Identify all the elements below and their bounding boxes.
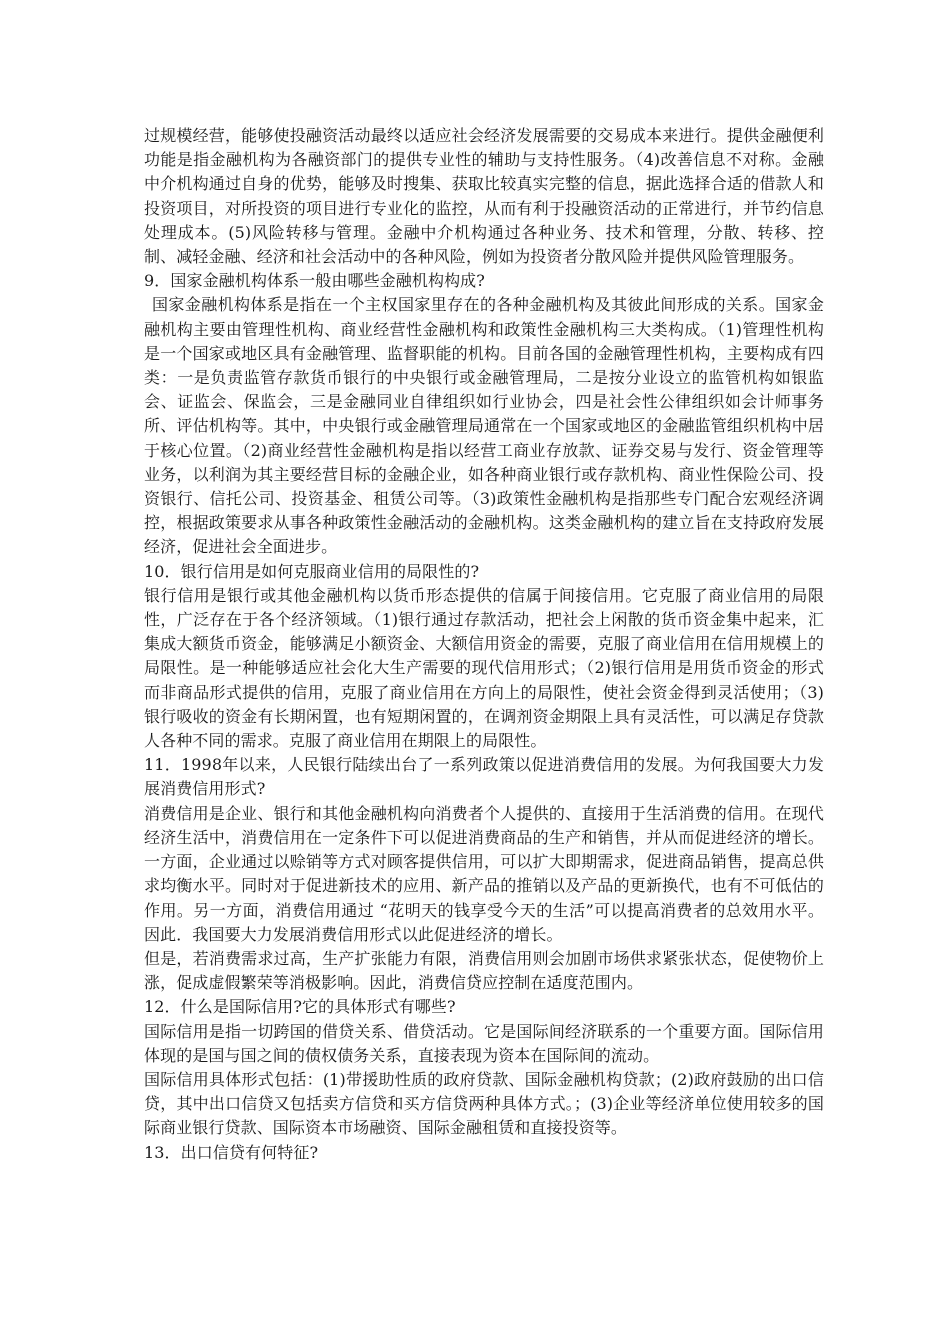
answer-10: 银行信用是银行或其他金融机构以货币形态提供的信属于间接信用。它克服了商业信用的局限性，广泛存在于各个经济领域。（1)银行通过存款活动，把社会上闲散的货币资金集中起来，汇集成大额货币资金，能够满足小额资金、大额信用资金的需要，克服了商业信用在信用规模上的局限性。是一种能够适应社会化大生产需要的现代信用形式；（2)银行信用是用货币资金的形式而非商品形式提供的信用，克服了商业信用在方向上的局限性，使社会资金得到灵活使用；（3)银行吸收的资金有长期闲置，也有短期闲置的，在调剂资金期限上具有灵活性，可以满足存贷款人各种不同的需求。克服了商业信用在期限上的局限性。 bbox=[144, 585, 824, 751]
question-13: 13．出口信贷有何特征? bbox=[144, 1142, 319, 1162]
answer-12-part-2: 国际信用具体形式包括：(1)带援助性质的政府贷款、国际金融机构贷款；(2)政府鼓励的出口信贷，其中出口信贷又包括卖方信贷和买方信贷两种具体方式。；(3)企业等经济单位使用较多的国际商业银行贷款、国际资本市场融资、国际金融租赁和直接投资等。 bbox=[144, 1069, 824, 1138]
question-10: 10．银行信用是如何克服商业信用的局限性的? bbox=[144, 561, 480, 581]
question-9: 9．国家金融机构体系一般由哪些金融机构构成? bbox=[144, 271, 485, 291]
question-11: 11．1998年以来，人民银行陆续出台了一系列政策以促进消费信用的发展。为何我国要大力发展消费信用形式? bbox=[144, 755, 824, 799]
document-page bbox=[144, 124, 824, 1165]
answer-9: 国家金融机构体系是指在一个主权国家里存在的各种金融机构及其彼此间形成的关系。国家金融机构主要由管理性机构、商业经营性金融机构和政策性金融机构三大类构成。（1)管理性机构是一个国家或地区具有金融管理、监督职能的机构。目前各国的金融管理性机构，主要构成有四类：一是负责监管存款货币银行的中央银行或金融管理局，二是按分业设立的监管机构如银监会、证监会、保监会，三是金融同业自律组织如行业协会，四是社会性公律组织如会计师事务所、评估机构等。其中，中央银行或金融管理局通常在一个国家或地区的金融监管组织机构中居于核心位置。（2)商业经营性金融机构是指以经营工商业存放款、证券交易与发行、资金管理等业务，以利润为其主要经营目标的金融企业，如各种商业银行或存款机构、商业性保险公司、投资银行、信托公司、投资基金、租赁公司等。（3)政策性金融机构是指那些专门配合宏观经济调控，根据政策要求从事各种政策性金融活动的金融机构。这类金融机构的建立旨在支持政府发展经济，促进社会全面进步。 bbox=[144, 295, 824, 557]
answer-11-part-2: 但是，若消费需求过高，生产扩张能力有限，消费信用则会加剧市场供求紧张状态，促使物价上涨，促成虚假繁荣等消极影响。因此，消费信贷应控制在适度范围内。 bbox=[144, 948, 824, 993]
answer-11-part-1: 消费信用是企业、银行和其他金融机构向消费者个人提供的、直接用于生活消费的信用。在现代经济生活中，消费信用在一定条件下可以促进消费商品的生产和销售，并从而促进经济的增长。一方面，企业通过以赊销等方式对顾客提供信用，可以扩大即期需求，促进商品销售，提高总供求均衡水平。同时对于促进新技术的应用、新产品的推销以及产品的更新换代，也有不可低估的作用。另一方面，消费信用通过 “花明天的钱享受今天的生活”可以提高消费者的总效用水平。因此．我国要大力发展消费信用形式以此促进经济的增长。 bbox=[144, 803, 824, 944]
paragraph-continuation: 过规模经营，能够使投融资活动最终以适应社会经济发展需要的交易成本来进行。提供金融便利功能是指金融机构为各融资部门的提供专业性的辅助与支持性服务。（4)改善信息不对称。金融中介机构通过自身的优势，能够及时搜集、获取比较真实完整的信息，据此选择合适的借款人和投资项目，对所投资的项目进行专业化的监控，从而有利于投融资活动的正常进行，并节约信息处理成本。(5)风险转移与管理。金融中介机构通过各种业务、技术和管理，分散、转移、控制、减轻金融、经济和社会活动中的各种风险，例如为投资者分散风险并提供风险管理服务。 bbox=[144, 126, 824, 267]
answer-12-part-1: 国际信用是指一切跨国的借贷关系、借贷活动。它是国际间经济联系的一个重要方面。国际信用体现的是国与国之间的债权债务关系，直接表现为资本在国际间的流动。 bbox=[144, 1021, 824, 1065]
question-12: 12．什么是国际信用?它的具体形式有哪些? bbox=[144, 997, 456, 1017]
